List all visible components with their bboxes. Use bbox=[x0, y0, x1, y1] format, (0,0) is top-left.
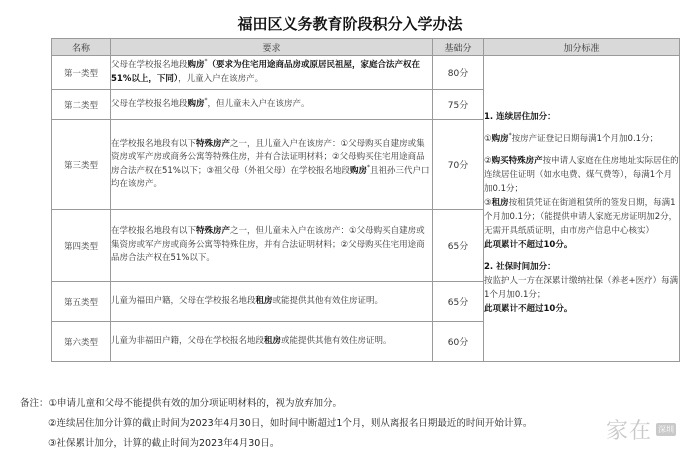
bonus-item-3 bbox=[484, 196, 679, 238]
req-text: 或能提供其他有效住房证明。 bbox=[281, 335, 392, 346]
req-text: 之一，但儿童未入户在该房产：①父母购买自建房或集资房或军产房或商务公寓等特殊住房，并有合法证明材料；②父母购买住宅用途商品房合法产权在51%以下。 bbox=[111, 226, 425, 264]
bonus-text: 按申请人家庭在住房地址实际居住的连续居住证明（如水电费、煤气费等），每满1个月加0.1分； bbox=[484, 155, 679, 194]
watermark-badge: 深圳 bbox=[658, 424, 675, 434]
row-type: 第一类型 bbox=[52, 56, 111, 90]
req-bold: 购房 bbox=[350, 165, 368, 176]
note-1: 备注：①申请儿童和父母不能提供有效的加分项证明材料的，视为放弃加分。 bbox=[20, 398, 343, 409]
note-3: ③社保累计加分，计算的截止时间为2023年4月30日。 bbox=[48, 438, 280, 449]
req-text: 父母在学校报名地段 bbox=[111, 98, 188, 109]
req-text: 在学校报名地段有以下 bbox=[111, 138, 197, 149]
row-requirement: 父母在学校报名地段购房*，但儿童未入户在该房产。 bbox=[111, 90, 433, 120]
bonus-text: 按房产证登记日期每满1个月加0.1分； bbox=[511, 133, 659, 144]
row-score: 65分 bbox=[433, 282, 484, 322]
bonus-bold: 租房 bbox=[491, 197, 509, 208]
req-text: 在学校报名地段有以下 bbox=[111, 226, 197, 237]
row-type: 第六类型 bbox=[52, 322, 111, 362]
bonus-bold: 购买特殊房产 bbox=[491, 155, 543, 166]
header-bonus: 加分标准 bbox=[484, 39, 680, 56]
req-bold: 购房 bbox=[187, 98, 205, 109]
row-type: 第五类型 bbox=[52, 282, 111, 322]
row-requirement: 父母在学校报名地段购房*（要求为住宅用途商品房或原居民祖屋，家庭合法产权在51%以上，下同），儿童入户在该房产。 bbox=[111, 56, 433, 90]
bonus-num: ③ bbox=[484, 197, 492, 208]
req-text: 儿童为福田户籍，父母在学校报名地段 bbox=[111, 295, 256, 306]
bonus-cap-2: 此项累计不超过10分。 bbox=[484, 303, 573, 314]
row-requirement bbox=[111, 322, 433, 362]
req-bold: 租房 bbox=[255, 295, 273, 306]
bonus-heading-1: 1. 连续居住加分： bbox=[484, 111, 556, 122]
note-2: ②连续居住加分计算的截止时间为2023年4月30日，如时间中断超过1个月，则从离报名日期最近的时间开始计算。 bbox=[48, 418, 533, 429]
watermark bbox=[606, 412, 690, 446]
watermark-text: 家在 bbox=[606, 418, 653, 444]
req-bold: 特殊房产 bbox=[196, 226, 231, 237]
bonus-cap-1: 此项累计不超过10分。 bbox=[484, 239, 573, 250]
row-type: 第三类型 bbox=[52, 120, 111, 210]
req-text: ，儿童入户在该房产。 bbox=[178, 73, 264, 84]
bonus-num: ① bbox=[484, 133, 492, 144]
req-text: 或能提供其他有效住房证明。 bbox=[272, 295, 384, 306]
row-type: 第二类型 bbox=[52, 90, 111, 120]
points-table bbox=[51, 38, 680, 362]
req-text: 之一，且儿童入户在该房产：①父母购买自建房或集资房或军产房或商务公寓等特殊住房，并有合法证明材料；②父母购买住宅用途商品房合法产权在51%以下；③祖父母（外祖父母）在学校报名地段 bbox=[111, 138, 425, 176]
req-text: ，但儿童未入户在该房产。 bbox=[207, 98, 310, 109]
header-score: 基础分 bbox=[433, 39, 484, 56]
req-bold: 特殊房产 bbox=[196, 138, 231, 149]
row-type: 第四类型 bbox=[52, 210, 111, 282]
notes bbox=[20, 394, 680, 454]
row-score: 60分 bbox=[433, 322, 484, 362]
bonus-bold: 购房 bbox=[491, 133, 509, 144]
req-text: 且祖孙三代户口均在该房产。 bbox=[111, 165, 430, 189]
row-score: 65分 bbox=[433, 210, 484, 282]
row-score: 75分 bbox=[433, 90, 484, 120]
bonus-num: ② bbox=[484, 155, 492, 166]
row-score: 70分 bbox=[433, 120, 484, 210]
req-text: 儿童为非福田户籍，父母在学校报名地段 bbox=[111, 335, 265, 346]
req-bold: 购房 bbox=[187, 60, 205, 70]
bonus-item-social: 按监护人一方在深累计缴纳社保（养老+医疗）每满1个月加0.1分； bbox=[484, 275, 679, 300]
header-requirement: 要求 bbox=[111, 39, 433, 56]
document-title: 福田区义务教育阶段积分入学办法 bbox=[237, 15, 463, 33]
req-bold: 租房 bbox=[264, 335, 282, 346]
bonus-item-1: ①购房*按房产证登记日期每满1个月加0.1分； bbox=[484, 131, 659, 144]
bonus-text: 按租赁凭证在街道租赁所的签发日期，每满1个月加0.1分；（能提供申请人家庭无房证明加2分，无需开具纸质证明，由市房产信息中心核实） bbox=[484, 197, 678, 236]
req-bold: （要求为住宅用途商品房或原居民祖屋，家庭合法产权在51%以上，下同） bbox=[111, 60, 421, 84]
row-requirement bbox=[111, 210, 433, 282]
row-requirement: 在学校报名地段有以下特殊房产之一，且儿童入户在该房产：①父母购买自建房或集资房或军产房或商务公寓等特殊住房，并有合法证明材料；②父母购买住宅用途商品房合法产权在51%以下；③祖父母（外祖父母）在学校报名地段购房*且祖孙三代户口均在该房产。 bbox=[111, 120, 433, 210]
row-requirement bbox=[111, 282, 433, 322]
row-score: 80分 bbox=[433, 56, 484, 90]
table-row bbox=[52, 56, 680, 90]
table-header-row bbox=[52, 39, 680, 56]
req-text: 父母在学校报名地段 bbox=[111, 60, 188, 70]
header-name: 名称 bbox=[52, 39, 111, 56]
bonus-heading-2: 2. 社保时间加分： bbox=[484, 261, 556, 272]
bonus-criteria bbox=[484, 56, 680, 362]
bonus-item-2 bbox=[484, 154, 679, 196]
